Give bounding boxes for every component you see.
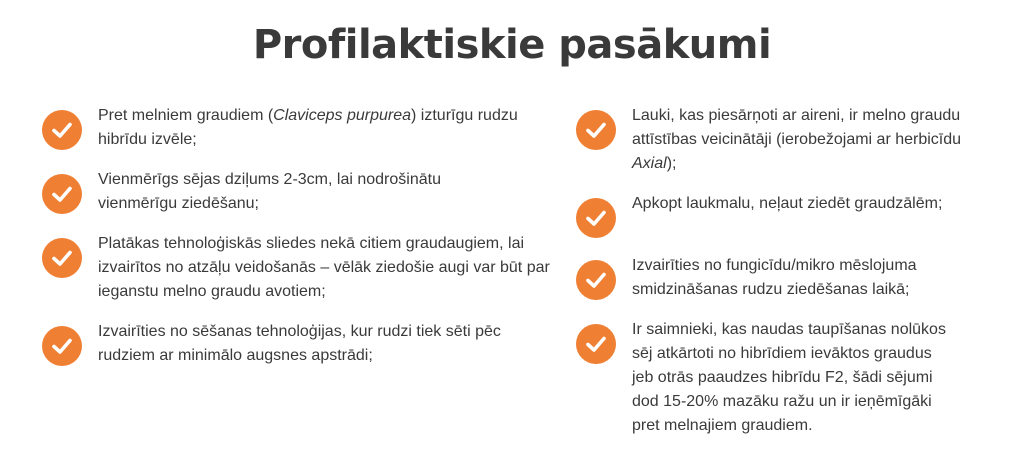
check-icon <box>42 326 82 366</box>
list-item <box>42 104 562 152</box>
list-item <box>576 254 996 302</box>
list-item-text: Izvairīties no sēšanas tehnoloģijas, kur rudzi tiek sēti pēc rudziem ar minimālo augsnes apstrādi; <box>98 323 501 364</box>
list-item-emphasis: Claviceps purpurea <box>273 107 412 124</box>
right-column <box>576 104 996 438</box>
list-item-text: Lauki, kas piesārņoti ar aireni, ir melno graudu attīstības veicinātāji (ierobežojami ar herbicīdu Axial); <box>632 107 962 172</box>
check-icon <box>576 198 616 238</box>
list-item <box>42 168 562 216</box>
check-icon <box>42 110 82 150</box>
page-title: Profilaktiskie pasākumi <box>252 22 772 68</box>
list-item-text: Vienmērīgs sējas dziļums 2-3cm, lai nodrošinātu vienmērīgu ziedēšanu; <box>98 171 441 212</box>
list-item <box>42 232 562 304</box>
check-icon <box>576 110 616 150</box>
list-item <box>576 104 996 176</box>
check-icon <box>42 238 82 278</box>
left-column <box>42 104 562 368</box>
list-item-text: Apkopt laukmalu, neļaut ziedēt graudzālēm; <box>632 195 943 212</box>
list-item-text: Platākas tehnoloģiskās sliedes nekā citiem graudaugiem, lai izvairītos no atzāļu veidošanās – vēlāk ziedošie augi var būt par ieganstu melno graudu avotiem; <box>98 235 550 300</box>
check-icon <box>576 324 616 364</box>
check-icon <box>42 174 82 214</box>
list-item-emphasis: Axial <box>632 155 667 172</box>
list-item-text: Pret melniem graudiem (Claviceps purpurea) izturīgu rudzu hibrīdu izvēle; <box>98 107 518 148</box>
list-item <box>576 318 996 438</box>
list-item-text: Ir saimnieki, kas naudas taupīšanas nolūkos sēj atkārtoti no hibrīdiem ievāktos graudus jeb otrās paaudzes hibrīdu F2, šādi sējumi dod 15-20% mazāku ražu un ir ieņēmīgāki pret melnajiem graudiem. <box>632 321 946 434</box>
list-item <box>576 192 996 238</box>
list-item-text: Izvairīties no fungicīdu/mikro mēslojuma smidzināšanas rudzu ziedēšanas laikā; <box>632 257 917 298</box>
list-item <box>42 320 562 368</box>
check-icon <box>576 260 616 300</box>
